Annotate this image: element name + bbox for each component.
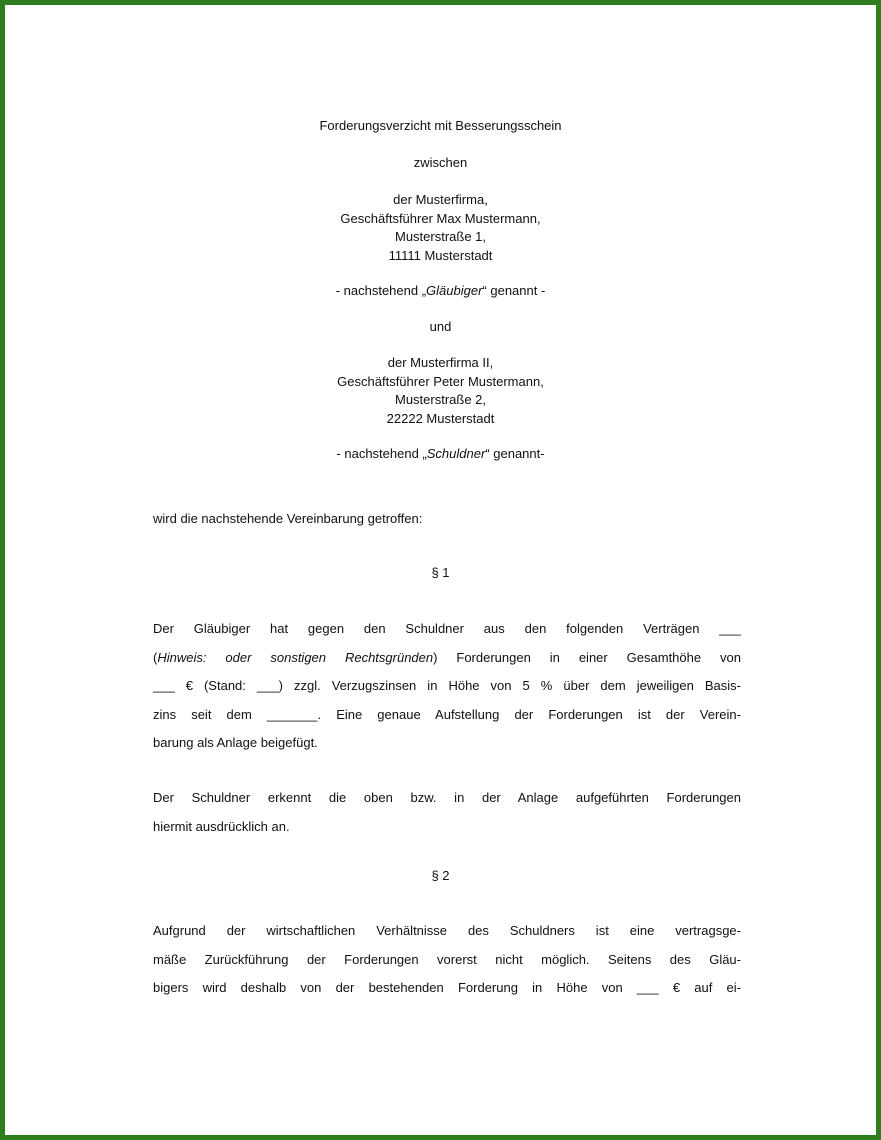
creditor-designation-after: “ genannt -	[482, 283, 546, 298]
section1-paragraph1	[153, 615, 741, 758]
and-label: und	[429, 319, 452, 334]
debtor-manager: Geschäftsführer Peter Mustermann,	[337, 373, 544, 389]
creditor-manager: Geschäftsführer Max Mustermann,	[340, 210, 541, 226]
intro-sentence: wird die nachstehende Vereinbarung getroffen:	[153, 511, 423, 526]
s1p1-line2	[153, 644, 741, 673]
creditor-designation	[5, 282, 876, 300]
creditor-designation-before: - nachstehend „	[335, 283, 427, 298]
debtor-city: 22222 Musterstadt	[386, 410, 495, 426]
s1p2-line1: Der Schuldner erkennt die oben bzw. in der Anlage aufgeführten Forderungen	[153, 790, 741, 805]
document-page	[5, 5, 876, 1135]
s1p1-line3: ___ € (Stand: ___) zzgl. Verzugszinsen in Höhe von 5 % über dem jeweiligen Basis-	[153, 678, 741, 693]
s2p1-line1: Aufgrund der wirtschaftlichen Verhältnisse des Schuldners ist eine vertragsge-	[153, 923, 741, 938]
debtor-designation-after: “ genannt-	[485, 446, 545, 461]
s2p1-line3: bigers wird deshalb von der bestehenden Forderung in Höhe von ___ € auf ei-	[153, 980, 741, 995]
section1-heading: § 1	[431, 565, 450, 580]
s2p1-line2: mäße Zurückführung der Forderungen vorerst nicht möglich. Seitens des Gläu-	[153, 951, 741, 967]
creditor-address	[5, 191, 876, 265]
debtor-designation-term: Schuldner	[426, 446, 486, 461]
between-label: zwischen	[413, 155, 468, 170]
debtor-address	[5, 354, 876, 428]
creditor-city: 11111 Musterstadt	[388, 247, 493, 263]
s1p1-hint: Hinweis: oder sonstigen Rechtsgründen	[157, 649, 434, 665]
s1p1-line5: barung als Anlage beigefügt.	[153, 735, 318, 750]
creditor-name: der Musterfirma,	[393, 192, 488, 207]
s1p1-paren-open: (	[153, 649, 158, 665]
creditor-street: Musterstraße 1,	[394, 229, 487, 244]
debtor-street: Musterstraße 2,	[394, 392, 487, 407]
document-title: Forderungsverzicht mit Besserungsschein	[319, 118, 562, 133]
s1p1-line1: Der Gläubiger hat gegen den Schuldner aus den folgenden Verträgen ___	[153, 621, 741, 636]
section1-paragraph2	[153, 784, 741, 841]
creditor-designation-term: Gläubiger	[426, 283, 483, 298]
debtor-designation-before: - nachstehend „	[336, 446, 427, 461]
section2-heading: § 2	[431, 868, 450, 883]
s1p1-line4: zins seit dem _______. Eine genaue Aufstellung der Forderungen ist der Verein-	[153, 706, 741, 722]
s1p1-line2-rest: ) Forderungen in einer Gesamthöhe von	[433, 649, 741, 665]
debtor-name: der Musterfirma II,	[387, 355, 494, 370]
s1p2-line2: hiermit ausdrücklich an.	[153, 818, 290, 834]
section2-paragraph1	[153, 917, 741, 1003]
debtor-designation	[5, 445, 876, 463]
